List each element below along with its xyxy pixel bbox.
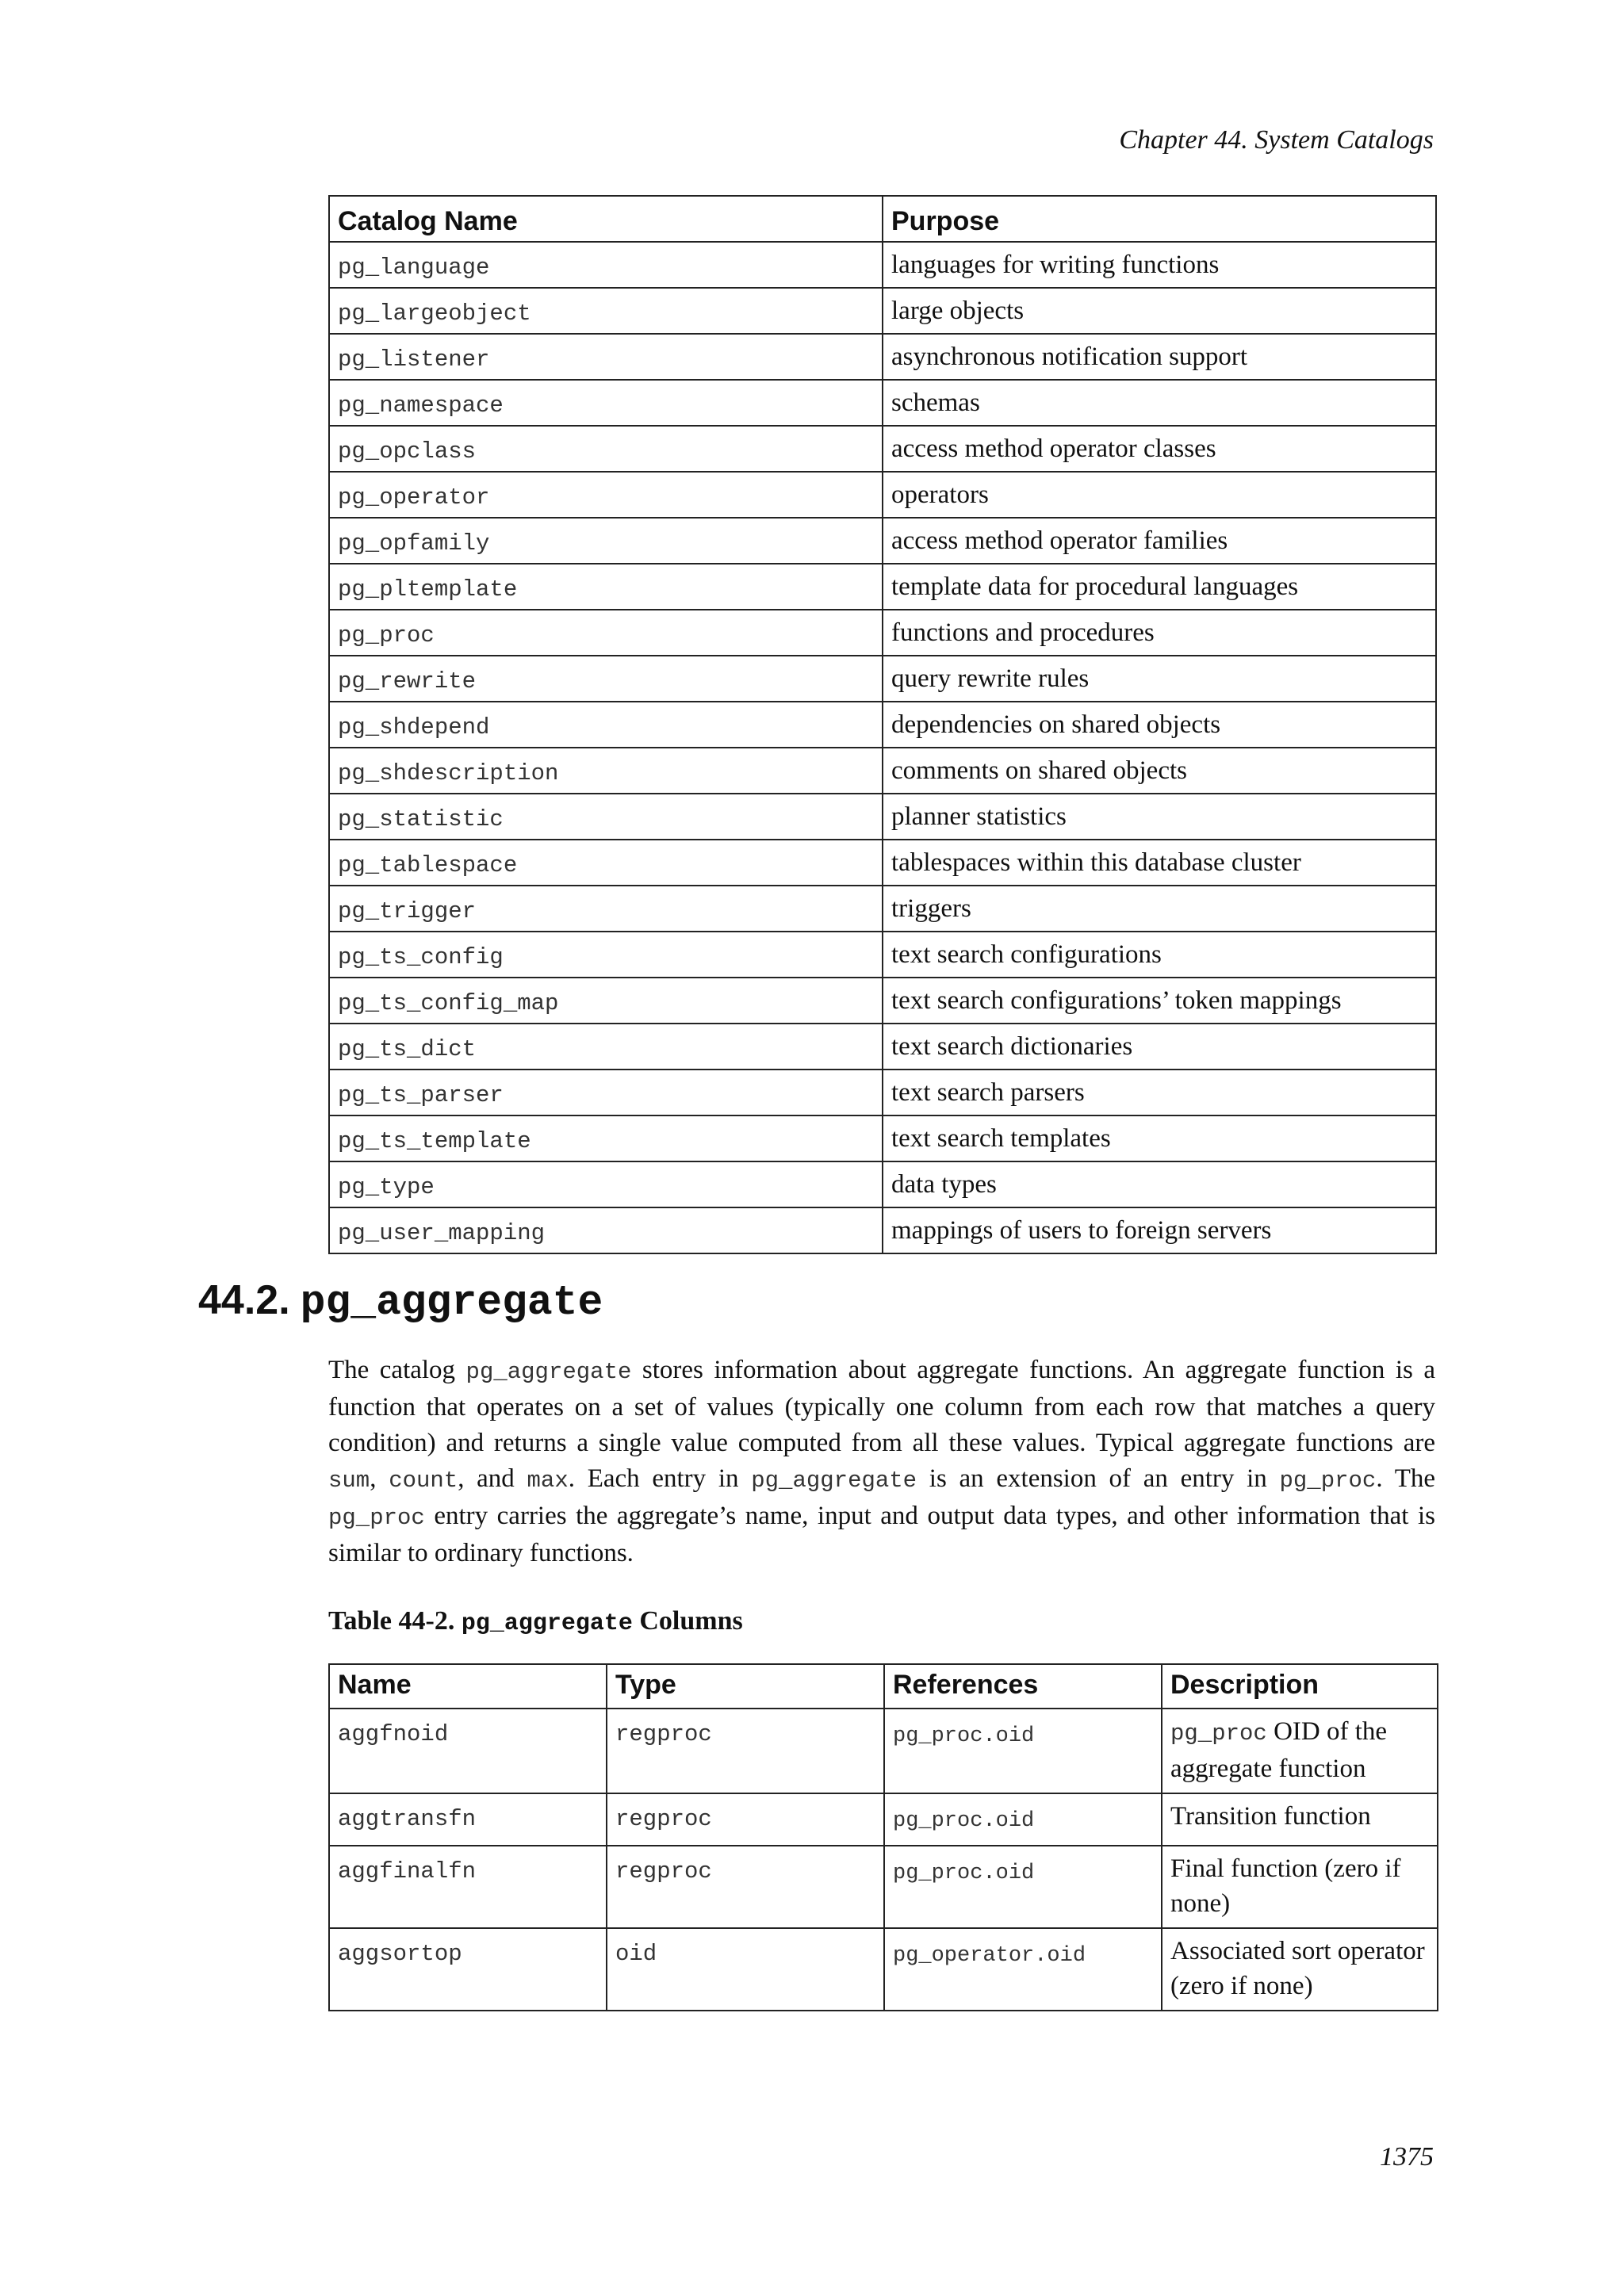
page-number: 1375 (1380, 2142, 1434, 2172)
paragraph-text: is an extension of an entry in (917, 1464, 1280, 1493)
purpose-cell: text search templates (883, 1115, 1436, 1161)
purpose-cell: triggers (883, 886, 1436, 932)
paragraph-text: . The (1376, 1464, 1435, 1493)
inline-code: pg_proc (1170, 1720, 1267, 1747)
inline-code: pg_aggregate (751, 1468, 917, 1494)
column-type-cell: regproc (607, 1846, 884, 1928)
table-row (329, 288, 1436, 334)
description-text: OID of the aggregate function (1170, 1717, 1388, 1783)
column-references-cell: pg_operator.oid (884, 1928, 1162, 2011)
inline-code: pg_aggregate (465, 1359, 632, 1385)
references-header: References (884, 1664, 1162, 1709)
table-row (329, 564, 1436, 610)
inline-code: pg_proc (1279, 1468, 1377, 1494)
columns-table-header-row (329, 1664, 1438, 1709)
table-caption-suffix: Columns (639, 1606, 743, 1636)
name-header: Name (329, 1664, 607, 1709)
table-caption-prefix: Table 44-2. (328, 1606, 455, 1636)
catalog-name-cell: pg_tablespace (329, 840, 883, 886)
purpose-cell: access method operator classes (883, 426, 1436, 472)
table-row (329, 1161, 1436, 1207)
description-text: Final function (zero if none) (1170, 1854, 1401, 1918)
catalog-name-cell: pg_trigger (329, 886, 883, 932)
table-row (329, 1024, 1436, 1070)
table-row (329, 748, 1436, 794)
table-row (329, 656, 1436, 702)
column-name-cell: aggtransfn (329, 1793, 607, 1846)
section-paragraph (328, 1353, 1435, 1571)
catalog-name-cell: pg_ts_dict (329, 1024, 883, 1070)
catalog-name-cell: pg_user_mapping (329, 1207, 883, 1253)
column-description-cell (1162, 1846, 1438, 1928)
purpose-cell: text search configurations (883, 932, 1436, 978)
purpose-cell: template data for procedural languages (883, 564, 1436, 610)
table-row (329, 518, 1436, 564)
catalog-name-cell: pg_ts_config (329, 932, 883, 978)
description-text: Transition function (1170, 1802, 1371, 1831)
catalog-name-cell: pg_largeobject (329, 288, 883, 334)
table-row (329, 242, 1436, 288)
paragraph-text: , (370, 1464, 389, 1493)
inline-code: pg_proc (328, 1505, 425, 1531)
catalog-name-cell: pg_type (329, 1161, 883, 1207)
column-name-cell: aggfnoid (329, 1709, 607, 1793)
table-caption (328, 1606, 743, 1637)
paragraph-text: The catalog (328, 1356, 466, 1384)
table-row (329, 840, 1436, 886)
purpose-cell: asynchronous notification support (883, 334, 1436, 380)
paragraph-text: entry carries the aggregate’s name, input and output data types, and other information that is similar to ordinary functions. (328, 1502, 1435, 1567)
table-row (329, 794, 1436, 840)
purpose-cell: large objects (883, 288, 1436, 334)
catalog-name-cell: pg_rewrite (329, 656, 883, 702)
table-caption-name: pg_aggregate (461, 1610, 633, 1637)
table-row (329, 1846, 1438, 1928)
section-heading (198, 1276, 603, 1326)
catalog-table (328, 195, 1437, 1254)
column-description-cell (1162, 1709, 1438, 1793)
table-row (329, 1070, 1436, 1115)
type-header: Type (607, 1664, 884, 1709)
catalog-name-cell: pg_pltemplate (329, 564, 883, 610)
column-references-cell: pg_proc.oid (884, 1709, 1162, 1793)
purpose-header: Purpose (883, 196, 1436, 242)
purpose-cell: planner statistics (883, 794, 1436, 840)
inline-code: max (527, 1468, 569, 1494)
column-type-cell: regproc (607, 1709, 884, 1793)
table-row (329, 472, 1436, 518)
catalog-name-cell: pg_language (329, 242, 883, 288)
table-row (329, 1207, 1436, 1253)
columns-table (328, 1663, 1438, 2011)
purpose-cell: text search dictionaries (883, 1024, 1436, 1070)
section-number: 44.2. (198, 1277, 290, 1323)
table-row (329, 1115, 1436, 1161)
description-text: Associated sort operator (zero if none) (1170, 1937, 1425, 2000)
column-description-cell (1162, 1928, 1438, 2011)
catalog-name-cell: pg_opfamily (329, 518, 883, 564)
column-type-cell: oid (607, 1928, 884, 2011)
catalog-name-cell: pg_ts_config_map (329, 978, 883, 1024)
table-row (329, 610, 1436, 656)
catalog-name-header: Catalog Name (329, 196, 883, 242)
catalog-name-cell: pg_operator (329, 472, 883, 518)
purpose-cell: query rewrite rules (883, 656, 1436, 702)
table-row (329, 1709, 1438, 1793)
paragraph-text: . Each entry in (568, 1464, 752, 1493)
purpose-cell: access method operator families (883, 518, 1436, 564)
catalog-table-header-row (329, 196, 1436, 242)
paragraph-text: , and (458, 1464, 527, 1493)
running-header: Chapter 44. System Catalogs (1119, 125, 1434, 155)
catalog-name-cell: pg_shdescription (329, 748, 883, 794)
catalog-name-cell: pg_opclass (329, 426, 883, 472)
paragraph-text: stores information about aggregate functions. An aggregate function is a function that operates on a set of values (typically one column from each row that matches a query condition) and returns a single value computed from all these values. Typical aggregate functions are (328, 1356, 1435, 1457)
table-row (329, 978, 1436, 1024)
description-header: Description (1162, 1664, 1438, 1709)
inline-code: count (389, 1468, 458, 1494)
purpose-cell: mappings of users to foreign servers (883, 1207, 1436, 1253)
inline-code: sum (328, 1468, 370, 1494)
table-row (329, 1793, 1438, 1846)
purpose-cell: text search parsers (883, 1070, 1436, 1115)
column-references-cell: pg_proc.oid (884, 1846, 1162, 1928)
column-description-cell (1162, 1793, 1438, 1846)
column-references-cell: pg_proc.oid (884, 1793, 1162, 1846)
catalog-name-cell: pg_proc (329, 610, 883, 656)
purpose-cell: tablespaces within this database cluster (883, 840, 1436, 886)
column-type-cell: regproc (607, 1793, 884, 1846)
catalog-name-cell: pg_ts_parser (329, 1070, 883, 1115)
column-name-cell: aggfinalfn (329, 1846, 607, 1928)
table-row (329, 702, 1436, 748)
table-row (329, 1928, 1438, 2011)
purpose-cell: data types (883, 1161, 1436, 1207)
catalog-name-cell: pg_shdepend (329, 702, 883, 748)
catalog-name-cell: pg_namespace (329, 380, 883, 426)
purpose-cell: schemas (883, 380, 1436, 426)
catalog-name-cell: pg_statistic (329, 794, 883, 840)
purpose-cell: languages for writing functions (883, 242, 1436, 288)
purpose-cell: functions and procedures (883, 610, 1436, 656)
table-row (329, 334, 1436, 380)
column-name-cell: aggsortop (329, 1928, 607, 2011)
purpose-cell: dependencies on shared objects (883, 702, 1436, 748)
purpose-cell: operators (883, 472, 1436, 518)
purpose-cell: text search configurations’ token mappings (883, 978, 1436, 1024)
catalog-name-cell: pg_ts_template (329, 1115, 883, 1161)
table-row (329, 426, 1436, 472)
table-row (329, 932, 1436, 978)
table-row (329, 380, 1436, 426)
table-row (329, 886, 1436, 932)
section-name: pg_aggregate (300, 1279, 603, 1326)
catalog-name-cell: pg_listener (329, 334, 883, 380)
purpose-cell: comments on shared objects (883, 748, 1436, 794)
